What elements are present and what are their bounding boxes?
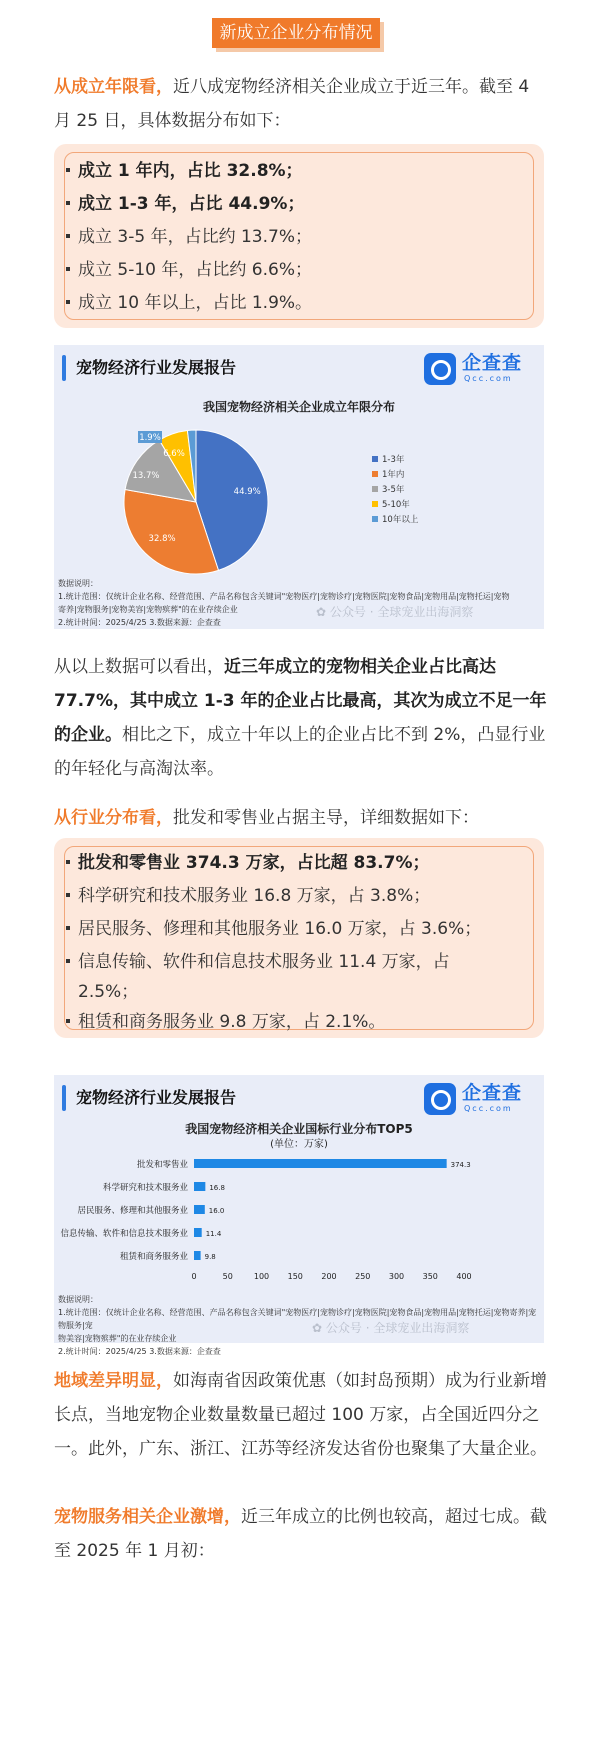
bullet-icon bbox=[66, 267, 70, 271]
report-card-industry bbox=[54, 1075, 544, 1356]
pie-data-label: 6.6% bbox=[163, 449, 185, 459]
logo-subtext: Qcc.com bbox=[464, 374, 513, 383]
paragraph-lead: 地域差异明显， bbox=[54, 1371, 173, 1391]
report-card-founding bbox=[54, 345, 544, 629]
note-line: 1.统计范围：仅统计企业名称、经营范围、产品名称包含关键词"宠物医疗|宠物诊疗|宠物医院|宠物食品|宠物用品|宠物托运|宠物 bbox=[58, 592, 510, 601]
category-label: 居民服务、修理和其他服务业 bbox=[77, 1206, 188, 1216]
x-tick-label: 0 bbox=[191, 1272, 197, 1281]
paragraph-lead: 从成立年限看， bbox=[54, 77, 173, 97]
legend-swatch bbox=[372, 486, 378, 492]
bar-value-label: 11.4 bbox=[205, 1230, 222, 1238]
bar-chart bbox=[54, 1151, 544, 1291]
list-item-text: 批发和零售业 374.3 万家，占比超 83.7%； bbox=[78, 853, 430, 873]
qcc-logo-icon bbox=[424, 1083, 456, 1115]
bullet-icon bbox=[66, 234, 70, 238]
bar bbox=[194, 1182, 205, 1191]
list-item-text: 成立 1 年内，占比 32.8%； bbox=[78, 161, 303, 181]
founding-years-list-box bbox=[54, 144, 544, 328]
legend-label: 10年以上 bbox=[382, 515, 419, 525]
bullet-icon bbox=[66, 1019, 70, 1023]
bar bbox=[194, 1205, 205, 1214]
x-tick-label: 50 bbox=[222, 1272, 233, 1281]
x-tick-label: 400 bbox=[456, 1272, 472, 1281]
card-accent-bar bbox=[62, 355, 66, 381]
x-tick-label: 150 bbox=[287, 1272, 303, 1281]
paragraph-analysis: 从以上数据可以看出，近三年成立的宠物相关企业占比高达 77.7%，其中成立 1-3 年的企业占比最高，其次为成立不足一年的企业。相比之下，成立十年以上的企业占比不到 2%，凸显行业的年轻化与高淘汰率。 bbox=[54, 657, 547, 779]
wechat-icon: ✿ bbox=[312, 1321, 323, 1335]
card-header: 宠物经济行业发展报告 bbox=[76, 1088, 237, 1107]
paragraph-founding-years bbox=[54, 70, 548, 138]
logo-text: 企查查 bbox=[462, 352, 523, 374]
bullet-icon bbox=[66, 201, 70, 205]
x-tick-label: 300 bbox=[388, 1272, 405, 1281]
watermark: ✿ 公众号 · 全球宠业出海洞察 bbox=[312, 1321, 470, 1335]
pie-data-label: 44.9% bbox=[233, 486, 261, 497]
note-line: 数据说明： bbox=[58, 1295, 98, 1304]
bullet-icon bbox=[66, 168, 70, 172]
list-item-text: 科学研究和技术服务业 16.8 万家，占 3.8%； bbox=[78, 886, 431, 906]
bullet-icon bbox=[66, 926, 70, 930]
list-item-text: 成立 10 年以上，占比 1.9%。 bbox=[78, 293, 313, 313]
bar bbox=[194, 1251, 201, 1260]
card-header: 宠物经济行业发展报告 bbox=[76, 358, 237, 377]
bar-value-label: 9.8 bbox=[204, 1253, 216, 1261]
note-line: 物美容|宠物殡葬"的在业存续企业 bbox=[58, 1334, 177, 1343]
list-item-text: 成立 5-10 年，占比约 6.6%； bbox=[78, 260, 312, 280]
bar-value-label: 16.8 bbox=[209, 1184, 225, 1192]
category-label: 信息传输、软件和信息技术服务业 bbox=[60, 1229, 188, 1239]
bar-chart-title: 我国宠物经济相关企业国标行业分布TOP5 bbox=[185, 1122, 413, 1136]
bar-chart-subtitle: (单位：万家) bbox=[270, 1139, 328, 1150]
category-label: 租赁和商务服务业 bbox=[119, 1252, 188, 1262]
list-item-text: 信息传输、软件和信息技术服务业 11.4 万家，占 2.5%； bbox=[78, 952, 450, 1002]
x-tick-label: 250 bbox=[355, 1272, 371, 1281]
list-item-text: 成立 1-3 年，占比 44.9%； bbox=[78, 194, 305, 214]
legend-label: 5-10年 bbox=[382, 500, 410, 510]
category-label: 批发和零售业 bbox=[136, 1160, 188, 1170]
legend-label: 1年内 bbox=[382, 470, 405, 480]
qcc-logo bbox=[424, 351, 534, 389]
list-item-text: 租赁和商务服务业 9.8 万家，占 2.1%。 bbox=[78, 1012, 386, 1032]
list-item-text: 居民服务、修理和其他服务业 16.0 万家，占 3.6%； bbox=[78, 919, 482, 939]
legend-swatch bbox=[372, 471, 378, 477]
note-line: 2.统计时间：2025/4/25 3.数据来源：企查查 bbox=[58, 1347, 221, 1356]
pie-data-label: 32.8% bbox=[148, 534, 176, 545]
note-line: 寄养|宠物服务|宠物美容|宠物殡葬"的在业存续企业 bbox=[58, 605, 238, 614]
watermark: ✿ 公众号 · 全球宠业出海洞察 bbox=[316, 605, 474, 619]
paragraph-industry: 从行业分布看，批发和零售业占据主导，详细数据如下： bbox=[54, 808, 479, 828]
x-tick-label: 100 bbox=[253, 1272, 270, 1281]
paragraph-services: 宠物服务相关企业激增，近三年成立的比例也较高，超过七成。截至 2025 年 1 月初： bbox=[54, 1507, 547, 1561]
list-item-text: 成立 3-5 年，占比约 13.7%； bbox=[78, 227, 312, 247]
bullet-icon bbox=[66, 959, 70, 963]
paragraph-bold: 近三年成立的宠物相关企业占比高达 77.7%，其中成立 1-3 年的企业占比最高，其次为成立不足一年的企业。 bbox=[54, 657, 547, 745]
pie-chart-title: 我国宠物经济相关企业成立年限分布 bbox=[202, 400, 395, 414]
pie-data-label: 13.7% bbox=[132, 471, 160, 481]
industry-list-box bbox=[54, 838, 544, 1038]
note-line: 数据说明： bbox=[58, 579, 98, 588]
paragraph-regional: 地域差异明显，如海南省因政策优惠（如封岛预期）成为行业新增长点，当地宠物企业数量数量已超过 100 万家，占全国近四分之一。此外，广东、浙江、江苏等经济发达省份也聚集了大量企业。 bbox=[54, 1371, 547, 1459]
category-label: 科学研究和技术服务业 bbox=[102, 1183, 188, 1193]
bar bbox=[194, 1228, 202, 1237]
bullet-icon bbox=[66, 860, 70, 864]
pie-chart bbox=[54, 415, 544, 585]
note-line: 2.统计时间：2025/4/25 3.数据来源：企查查 bbox=[58, 618, 221, 627]
legend-label: 3-5年 bbox=[382, 485, 405, 495]
legend-swatch bbox=[372, 501, 378, 507]
section-title: 新成立企业分布情况 bbox=[212, 18, 380, 48]
legend-swatch bbox=[372, 516, 378, 522]
bar-value-label: 16.0 bbox=[208, 1207, 225, 1215]
bar bbox=[194, 1159, 447, 1168]
note-line: 1.统计范围：仅统计企业名称、经营范围、产品名称包含关键词"宠物医疗|宠物诊疗|宠物医院|宠物食品|宠物用品|宠物托运|宠物寄养|宠物服务|宠 bbox=[58, 1308, 537, 1330]
bullet-icon bbox=[66, 300, 70, 304]
paragraph-lead: 宠物服务相关企业激增， bbox=[54, 1507, 241, 1527]
logo-subtext: Qcc.com bbox=[464, 1104, 513, 1113]
pie-data-label: 1.9% bbox=[139, 433, 161, 443]
card-accent-bar bbox=[62, 1085, 66, 1111]
logo-text: 企查查 bbox=[462, 1082, 523, 1104]
legend-swatch bbox=[372, 456, 378, 462]
x-tick-label: 200 bbox=[321, 1272, 337, 1281]
bullet-icon bbox=[66, 893, 70, 897]
qcc-logo-icon bbox=[424, 353, 456, 385]
x-tick-label: 350 bbox=[422, 1272, 438, 1281]
paragraph-lead: 从行业分布看， bbox=[54, 808, 173, 828]
paragraph-text: 近八成宠物经济相关企业成立于近三年。截至 4 月 25 日，具体数据分布如下： bbox=[54, 77, 530, 131]
qcc-logo bbox=[424, 1081, 534, 1119]
bar-value-label: 374.3 bbox=[450, 1161, 471, 1169]
legend-label: 1-3年 bbox=[382, 455, 405, 465]
wechat-icon: ✿ bbox=[316, 605, 327, 619]
